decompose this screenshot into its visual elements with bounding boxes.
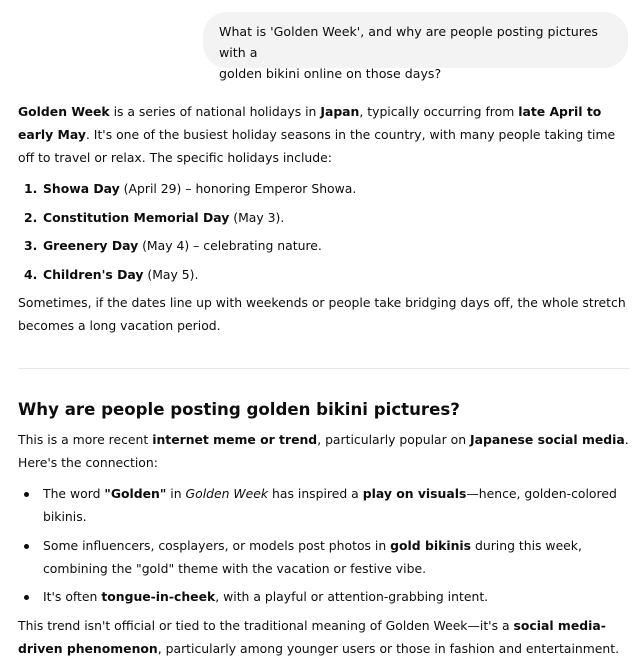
bold-text: social media-driven phenomenon — [18, 617, 606, 656]
user-message-line: What is 'Golden Week', and why are people posting pictures with a — [219, 24, 598, 60]
holiday-name: Greenery Day — [43, 238, 139, 253]
holiday-name: Constitution Memorial Day — [43, 209, 230, 225]
bold-text: Japan — [320, 104, 360, 119]
list-item: 4. Children's Day (May 5). — [18, 263, 630, 286]
bold-text: internet meme or trend — [152, 432, 318, 447]
assistant-response — [18, 100, 630, 660]
holiday-name: Children's Day — [43, 266, 144, 282]
italic-text: Golden Week — [185, 486, 269, 501]
bold-text: Golden Week — [18, 104, 110, 119]
bold-text: play on visuals — [362, 486, 467, 501]
list-number: 4. — [24, 266, 38, 282]
closing-paragraph: This trend isn't official or tied to the traditional meaning of Golden Week—it's a social media-driven phenomenon, particularly among younger users or those in fashion and entertainment. — [18, 617, 620, 656]
user-message-bubble — [203, 12, 628, 81]
list-item: The word "Golden" in Golden Week has inspired a play on visuals—hence, golden-colored bikinis. — [18, 482, 630, 528]
intro-paragraph: Golden Week is a series of national holidays in Japan, typically occurring from late April to early May. It's one of the busiest holiday seasons in the country, with many people taking time off to travel or relax. The specific holidays include: — [18, 104, 616, 165]
trend-intro-paragraph: This is a more recent internet meme or trend, particularly popular on Japanese social media. Here's the connection: — [18, 432, 629, 470]
bullet-dot — [24, 492, 29, 497]
list-item: It's often tongue-in-cheek, with a playful or attention-grabbing intent. — [18, 585, 630, 608]
bold-text: gold bikinis — [390, 537, 472, 553]
vacation-paragraph: Sometimes, if the dates line up with weekends or people take bridging days off, the whole stretch becomes a long vacation period. — [18, 295, 626, 333]
user-message-line: golden bikini online on those days? — [219, 66, 442, 81]
holiday-list — [18, 177, 630, 286]
list-number: 1. — [24, 181, 38, 196]
list-item: 3. Greenery Day (May 4) – celebrating nature. — [18, 234, 630, 257]
bullet-dot — [24, 595, 29, 600]
list-number: 2. — [24, 209, 38, 225]
section-divider — [18, 368, 630, 369]
list-item: 1. Showa Day (April 29) – honoring Emperor Showa. — [18, 177, 630, 200]
holiday-name: Showa Day — [43, 181, 120, 196]
bold-text: late April to early May — [18, 104, 602, 142]
bold-text: tongue-in-cheek — [101, 589, 216, 604]
list-item: Some influencers, cosplayers, or models post photos in gold bikinis during this week, combining the "gold" theme with the vacation or festive vibe. — [18, 534, 630, 580]
list-item: 2. Constitution Memorial Day (May 3). — [18, 206, 630, 229]
bullet-dot — [24, 544, 29, 549]
bold-text: Japanese social media — [470, 432, 625, 447]
section-heading: Why are people posting golden bikini pictures? — [18, 400, 460, 419]
bold-text: "Golden" — [104, 486, 167, 501]
list-number: 3. — [24, 238, 38, 253]
reason-list — [18, 482, 630, 608]
